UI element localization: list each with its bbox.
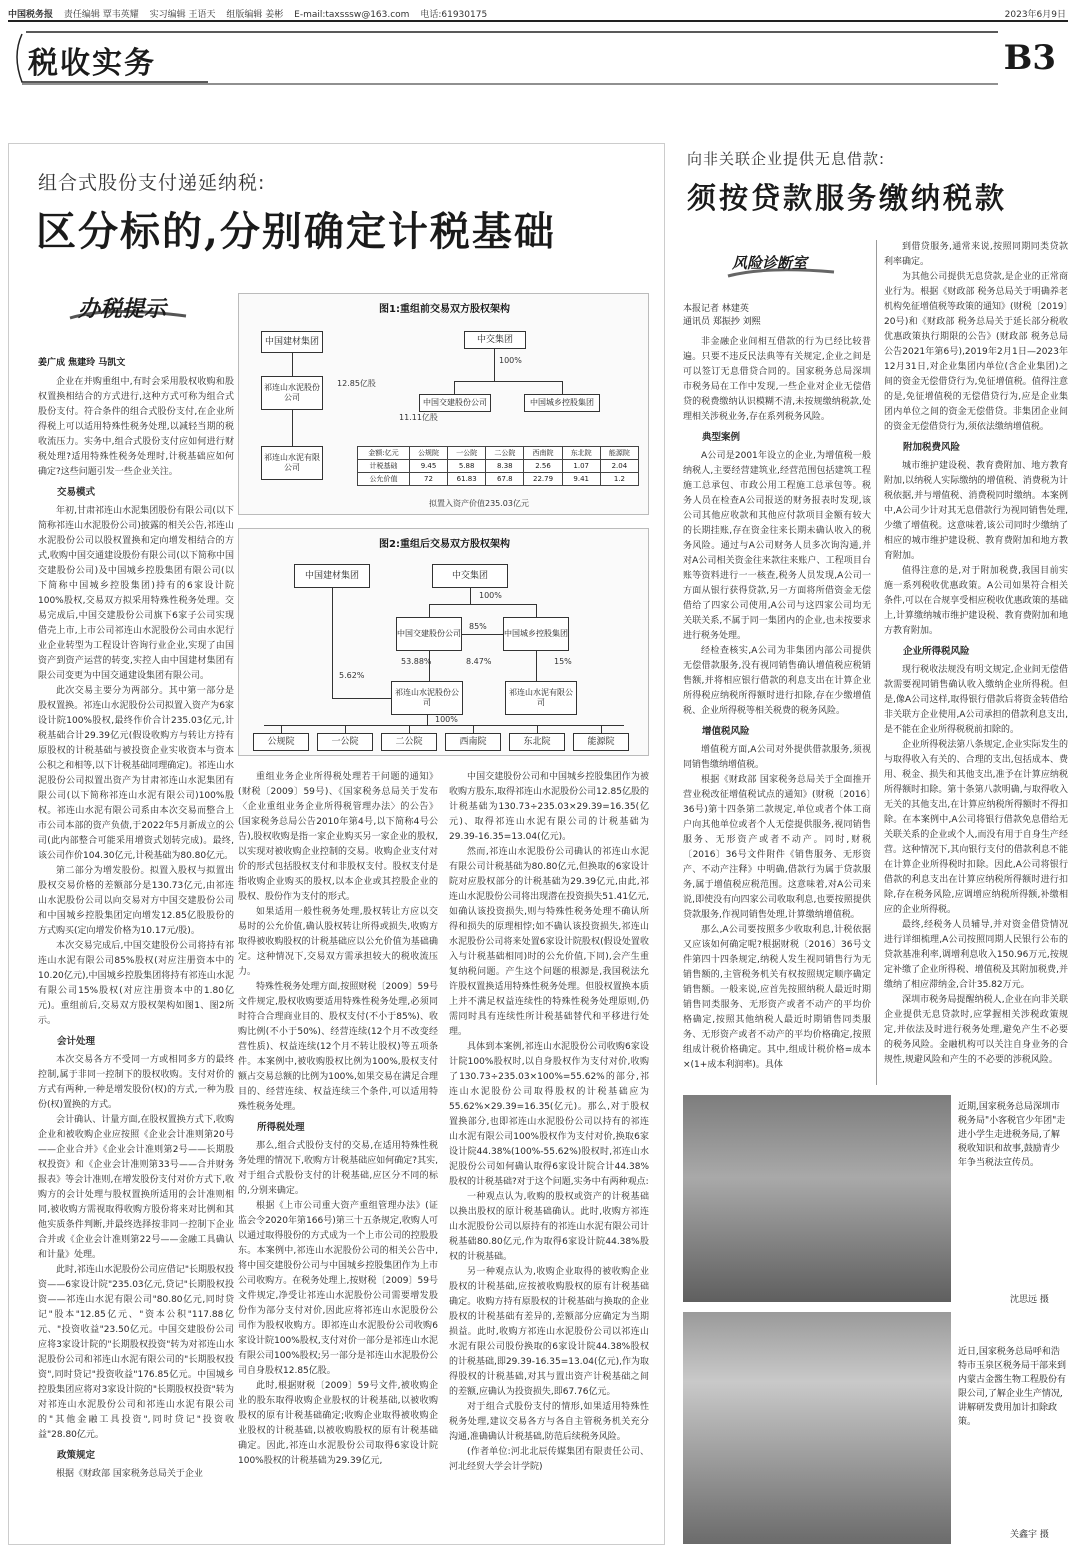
subheading: 增值税风险 — [702, 726, 750, 737]
email: E-mail:taxsssw@163.com — [294, 10, 410, 20]
fig2-label: 100% — [435, 715, 458, 724]
table-cell: 计税基础 — [358, 460, 410, 473]
fig2-box-ccc: 中国交建股份公司 — [396, 617, 462, 651]
fig1-note: 拟置入资产价值235.03亿元 — [429, 499, 529, 508]
table-cell: 67.8 — [486, 473, 524, 486]
table-cell: 22.79 — [524, 473, 562, 486]
paragraph: 会计确认、计量方面,在股权置换方式下,收购企业和被收购企业应按照《企业会计准则第20号——企业合并》《企业会计准则第2号——长期股权投资》和《企业会计准则第33号——合并财务报表》等会计准则,在增发股份支付对价方式下,收购方的会计处理与股权置换所适用的会计准则相同,被收购方需视取得收购方股份将来对比例和其他实质条件判断,并最终选择按非同一控制下企业合并或《企业会计准则第22号——金融工具确认和计量》处理。 — [38, 1115, 234, 1260]
fig2-line — [536, 651, 537, 681]
photo-1-caption: 近期,国家税务总局深圳市税务局"小客税官少年团"走进小学生走进税务局,了解税收知识和故事,鼓励青少年争当税法宣传员。 — [958, 1102, 1066, 1168]
section-masthead — [8, 26, 1068, 90]
fig2-line — [429, 604, 536, 605]
paragraph: 如果适用一般性税务处理,股权转让方应以交易时的公允价值,确认股权转让所得或损失,收购方取得被收购股权的计税基础应以公允价值为基础确定。这种情况下,交易双方需承担较大的税收流压力。 — [238, 907, 438, 977]
fig2-subsidiary-box: 公规院 — [253, 733, 309, 751]
subheading: 典型案例 — [702, 432, 741, 443]
fig1-label-shares-1: 12.85亿股 — [337, 379, 376, 388]
fig2-subsidiary-box: 东北院 — [509, 733, 565, 751]
fig2-line — [537, 725, 538, 733]
fig2-box-cnbm: 中国建材集团 — [294, 564, 370, 588]
paragraph: 为其他公司提供无息贷款,是企业的正常商业行为。根据《财政部 税务总局关于明确养老机构免征增值税等政策的通知》(财税〔2019〕20号)和《财政部 税务总局关于延长部分税收优惠政策执行期限的公告》(财政部 税务总局公告2021年第6号),2019年2月1日—2023年12月31日,对企业集团内单位(含企业集团)之间的资金无偿借贷行为,免征增值税。值得注意的是,免征增值税的无偿借贷行为,应是企业集团内单位之间的资金无偿借贷。非集团企业间的资金无偿借贷行为,须依法缴纳增值税。 — [884, 272, 1068, 432]
fig2-line — [409, 725, 410, 733]
paragraph: 一种观点认为,收购的股权或资产的计税基础以换出股权的原计税基础确认。此时,收购方祁连山水泥股份公司以原持有的祁连山水泥有限公司计税基础80.80亿元,作为取得6家设计院44.38%股权的计税基础。 — [449, 1192, 649, 1262]
issue-date: 2023年6月9日 — [1004, 10, 1066, 20]
fig1-box-qls-ltd: 祁连山水泥有限公司 — [261, 446, 323, 480]
header-rule — [8, 20, 1068, 22]
table-cell: 西南院 — [524, 447, 562, 460]
table-cell: 金额:亿元 — [358, 447, 410, 460]
fig2-subsidiary-box: 一公院 — [317, 733, 373, 751]
paragraph: 本次交易完成后,中国交建股份公司将持有祁连山水泥有限公司85%股权(对应注册资本中的10.20亿元),中国城乡控股集团将持有祁连山水泥有限公司15%股权(对应注册资本中的1.80亿元)。重组前后,交易双方股权架构如图1、图2所示。 — [38, 941, 234, 1026]
fig2-label: 8.47% — [466, 657, 492, 666]
right-col-1 — [683, 335, 871, 1085]
phone: 电话:61930175 — [420, 10, 488, 20]
paragraph: 根据《财政部 国家税务总局关于企业 — [56, 1469, 203, 1479]
fig1-line — [562, 381, 563, 394]
paragraph: 企业在并购重组中,有时会采用股权收购和股权置换相结合的方式进行,这种方式可称为组合式股份支付。符合条件的组合式股份支付,在企业所得税上可以适用特殊性税务处理,以减轻当期的税收流压力。实务中,组合式股份支付应如何进行财税处理?适用特殊性税务处理时,计税基础应如何确定?这些问题引发一些企业关注。 — [38, 377, 234, 477]
right-byline-1: 本报记者 林建英 — [683, 304, 749, 314]
left-headline: 区分标的,分别确定计税基础 — [36, 208, 556, 255]
editor-credit: 责任编辑 覃韦英耀 — [63, 10, 139, 20]
table-cell: 72 — [409, 473, 447, 486]
paragraph: 中国交建股份公司和中国城乡控股集团作为被收购方股东,取得祁连山水泥股份公司12.85亿股的计税基础为130.73÷235.03×29.39=16.35(亿元)、取得祁连山水泥有限公司的计税基础为29.39-16.35=13.04(亿元)。 — [449, 772, 649, 842]
paragraph: 此次交易主要分为两部分。其中第一部分是股权置换。祁连山水泥股份公司拟置入资产为6家设计院100%股权,最终作价合计235.03亿元,计税基础合计29.39亿元(假设收购方与转让方持有原股权的计税基础与被投资企业实收资本与资本公积之和相等,以下计税基础同理确定)。祁连山水泥股份公司拟置出资产为甘肃祁连山水泥集团有限公司(以下简称祁连山水泥有限公司)100%股权。祁连山水泥有限公司系由本次交易而整合上市公司本部的资产负债,于2022年5月新成立的公司(此内部整合可能采用增资式划转完成)。最终,该公司作价104.30亿元,计税基础为80.80亿元。 — [38, 686, 234, 861]
photo-2-credit: 关鑫宇 摄 — [1010, 1530, 1049, 1540]
fig1-table-row — [358, 473, 639, 486]
right-byline-2: 通讯员 郑振抄 刘熙 — [683, 317, 761, 327]
paragraph: 值得注意的是,对于附加税费,我国目前实施一系列税收优惠政策。A公司如果符合相关条件,可以在合规享受相应税收优惠政策的基础上,计算缴纳城市维护建设税、教育费附加和地方教育附加。 — [884, 566, 1068, 636]
fig1-box-cuc: 中国城乡控股集团 — [524, 394, 600, 412]
fig1-line — [292, 353, 293, 376]
fig2-subsidiary-box: 二公院 — [381, 733, 437, 751]
table-cell: 1.2 — [600, 473, 638, 486]
figure-2 — [238, 528, 649, 756]
left-col-1 — [38, 375, 234, 1535]
table-cell: 1.07 — [562, 460, 600, 473]
fig2-line — [264, 725, 624, 726]
table-cell: 61.83 — [448, 473, 486, 486]
fig1-table-head — [358, 447, 639, 460]
column-logo-tax-tips — [68, 288, 188, 328]
layout-credit: 组版编辑 姜彬 — [226, 10, 284, 20]
paragraph: 然而,祁连山水泥股份公司确认的祁连山水泥有限公司计税基础为80.80亿元,但换取的6家设计院对应股权部分的计税基础为29.39亿元,由此,祁连山水泥股份公司将出现潜在投资损失51.41亿元,如确认该投资损失,则与特殊性税务处理不确认所得和损失的原理相悖;如不确认该投资损失,祁连山水泥股份公司将来处置6家设计院股权(假设处置收入与计税基础相同)时的公允价值,下同),会产生重复纳税问题。产生这个问题的根源是,我国税法允许股权置换适用特殊性税务处理。但股权置换本质上并不满足权益连续性的特殊性税务处理原则,仍需同时具有连续性所计税基础替代和平移进行处理。 — [449, 847, 649, 1037]
paragraph: 城市维护建设税、教育费附加、地方教育附加,以纳税人实际缴纳的增值税、消费税为计税依据,并与增值税、消费税同时缴纳。本案例中,A公司少计对其无息借款行为视同销售处理,少缴了增值税。这意味着,该公司同时少缴纳了相应的城市维护建设税、教育费附加和地方教育附加。 — [884, 461, 1068, 561]
table-cell: 东北院 — [562, 447, 600, 460]
paragraph: 对于组合式股份支付的情形,如果适用特殊性税务处理,建议交易各方与各自主管税务机关充分沟通,准确确认计税基础,防范后续税务风险。 — [449, 1402, 649, 1442]
paragraph: 重组业务企业所得税处理若干问题的通知》(财税〔2009〕59号)、《国家税务总局关于发布〈企业重组业务企业所得税管理办法〉的公告》(国家税务总局公告2010年第4号,以下简称4号公告),股权收购是指一家企业购买另一家企业的股权,以实现对被收购企业控制的交易。收购企业支付对价的形式包括股权支付和非股权支付。股权支付是指收购企业购买的股权,以本企业或其控股企业的股权、股份作为支付的形式。 — [238, 772, 438, 902]
fig2-label: 100% — [479, 591, 502, 600]
masthead-frame — [8, 26, 1068, 90]
fig2-line — [345, 725, 346, 733]
paragraph: A公司是2001年设立的企业,为增值税一般纳税人,主要经营建筑业,经营范围包括建筑工程施工总承包、市政公用工程施工总承包等。税务人员在检查A公司报送的财务报表时发现,该公司其他应收款和其他应付款项目金额有较大的长期挂账,存在资金往来长期未确认收入的税务风险。通过与A公司财务人员多次询沟通,并对A公司相关资金往来款往来账户、工程项目台账等资料进行一一核查,税务人员发现,A公司一方面从银行获得贷款,另一方面将所借资金无偿借给了四家公司使用,A公司与这四家公司均无关联关系,不属于同一集团内的企业,也未按要求进行税务处理。 — [683, 451, 871, 641]
fig2-label: 15% — [554, 657, 572, 666]
photo-enterprise-visit — [683, 1312, 951, 1544]
fig2-line — [470, 588, 471, 604]
table-cell: 二公院 — [486, 447, 524, 460]
fig2-label: 5.62% — [339, 671, 365, 680]
subheading: 企业所得税风险 — [903, 646, 970, 657]
paragraph: 年初,甘肃祁连山水泥集团股份有限公司(以下简称祁连山水泥股份公司)披露的相关公告,祁连山水泥股份公司以股权置换和定向增发相结合的方式,收购中国交通建设股份有限公司(以下简称中国交建股份公司)及中国城乡控股集团有限公司(以下简称中国城乡控股集团)持有的6家设计院100%股权,交易双方拟采用特殊性税务处理。交易完成后,中国交建股份公司旗下6家子公司实现借壳上市,上市公司祁连山水泥股份公司由水泥行业企业转型为工程设计咨询行业企业,实现了由国资产到资产运营的转变,实控人由中国建材集团有限公司变更为中国交通建设集团有限公司。 — [38, 506, 234, 681]
paragraph: 经检查核实,A公司为非集团内部公司提供无偿借款服务,没有视同销售确认增值税应税销售额,并将相应银行借款的利息支出在计算企业所得税应纳税所得额时进行扣除,存在少缴增值税、企业所得税等相关税费的税务风险。 — [683, 646, 871, 716]
subheading: 交易模式 — [57, 487, 96, 498]
fig2-line — [536, 604, 537, 617]
photo-1-credit: 沈思远 摄 — [1010, 1295, 1049, 1305]
fig1-line — [292, 410, 293, 446]
paragraph: 那么,A公司要按照多少收取利息,计税依据又应该如何确定呢?根据财税〔2016〕36号文件第四十四条规定,纳税人发生视同销售行为无销售额的,主管税务机关有权按照规定顺序确定销售额。一般来说,应首先按照纳税人最近时期销售同类服务、无形资产或者不动产的平均价格确定,按照其他纳税人最近时期销售同类服务、无形资产或者不动产的平均价格确定,按照组成计税价格确定。其中,组成计税价格=成本×(1+成本利润率)。具体 — [683, 925, 871, 1070]
table-cell: 公允价值 — [358, 473, 410, 486]
page-number: B3 — [1003, 38, 1056, 78]
subheading: 政策规定 — [57, 1450, 96, 1461]
fig2-line — [427, 715, 428, 725]
paragraph: 增值税方面,A公司对外提供借款服务,须视同销售缴纳增值税。 — [683, 745, 871, 770]
fig2-line — [281, 725, 282, 733]
fig2-line — [462, 634, 503, 635]
fig2-box-qls-ltd: 祁连山水泥有限公司 — [505, 681, 577, 715]
paragraph: 特殊性税务处理方面,按照财税〔2009〕59号文件规定,股权收购要适用特殊性税务处理,必须同时符合合理商业目的、股权支付(不小于85%)、收购比例(不小于50%)、经营连续(12个月不改变经营性质)、权益连续(12个月不转让股权)等五项条件。本案例中,被收购股权比例为100%,股权支付额占交易总额的比例为100%,如果交易在满足合理目的、经营连续、权益连续三个条件,可以适用特殊性税务处理。 — [238, 982, 438, 1112]
fig1-line — [454, 381, 455, 394]
paper-name: 中国税务报 — [8, 10, 54, 20]
subheading: 所得税处理 — [257, 1122, 305, 1133]
fig2-box-cccg: 中交集团 — [432, 564, 508, 588]
paragraph: 根据《上市公司重大资产重组管理办法》(证监会令2020年第166号)第三十五条规定,收购人可以通过取得股份的方式成为一个上市公司的控股股东。本案例中,祁连山水泥股份公司的相关公告中,将中国交建股份公司与中国城乡控股集团作为上市公司收购方。在税务处理上,按财税〔2009〕59号文件规定,净受让祁连山水泥股份公司需要增发股份作为部分支付对价,因此应将祁连山水泥股份公司作为股权收购方。即祁连山水泥股份公司收购6家设计院100%股权,支付对价一部分是祁连山水泥有限公司100%股权;另一部分是祁连山水泥股份公司自身股权12.85亿股。 — [238, 1201, 438, 1376]
fig1-label-pct: 100% — [499, 356, 522, 365]
fig1-box-qls-share: 祁连山水泥股份公司 — [261, 376, 323, 410]
paragraph: 此时,根据财税〔2009〕59号文件,被收购企业的股东取得收购企业股权的计税基础,以被收购股权的原有计税基础确定;收购企业取得被收购企业股权的计税基础,以被收购股权的原有计税基础确定。因此,祁连山水泥股份公司取得6家设计院100%股权的计税基础为29.39亿元, — [238, 1381, 438, 1466]
paragraph: 深圳市税务局提醒纳税人,企业在向非关联企业提供无息贷款时,应掌握相关涉税政策规定,并依法及时进行税务处理,避免产生不必要的税务风险。金融机构可以关注自身业务的合规性,规避风险和产生的不必要的涉税风险。 — [884, 995, 1068, 1065]
column-logo-text: 风险诊断室 — [732, 254, 808, 272]
figure-1-title: 图1:重组前交易双方股权架构 — [379, 304, 510, 315]
figure-2-title: 图2:重组后交易双方股权架构 — [379, 539, 510, 550]
paragraph: (作者单位:河北北辰传媒集团有限责任公司、河北经贸大学会计学院) — [449, 1447, 649, 1472]
header-bar — [8, 7, 1068, 20]
right-kicker: 向非关联企业提供无息借款: — [687, 150, 886, 168]
paragraph: 本次交易各方不受同一方或相同多方的最终控制,属于非同一控制下的股权收购。支付对价的方式有两种,一种是增发股份(权)的方式,一种为股份(权)置换的方式。 — [38, 1055, 234, 1110]
fig2-box-cuc: 中国城乡控股集团 — [503, 617, 569, 651]
column-logo-risk — [726, 246, 836, 286]
fig1-box-cccg: 中交集团 — [464, 331, 526, 349]
fig1-table-row — [358, 460, 639, 473]
paragraph: 第二部分为增发股份。拟置入股权与拟置出股权交易价格的差额部分是130.73亿元,由祁连山水泥股份公司以向交易对方中国交建股份公司和中国城乡控股集团定向增发12.85亿股股份的方式购买(定向增发价格为10.17元/股)。 — [38, 866, 234, 936]
table-cell: 9.41 — [562, 473, 600, 486]
fig2-label: 53.88% — [401, 657, 432, 666]
fig1-box-ccc: 中国交建股份公司 — [419, 394, 491, 412]
fig2-line — [473, 725, 474, 733]
paragraph: 此时,祁连山水泥股份公司应借记"长期股权投资——6家设计院"235.03亿元,贷记"长期股权投资——祁连山水泥有限公司"80.80亿元,同时贷记"股本"12.85亿元、"资本公积"117.88亿元、"投资收益"23.50亿元。中国交建股份公司应将3家设计院的"长期股权投资"转为对祁连山水泥股份公司和祁连山水泥有限公司的"长期股权投资",同时贷记"投资收益"176.85亿元。中国城乡控股集团应将对3家设计院的"长期股权投资"转为对祁连山水泥股份公司和祁连山水泥有限公司的"其他金融工具投资",同时贷记"投资收益"28.80亿元。 — [38, 1265, 234, 1440]
fig2-line — [332, 698, 391, 699]
table-cell: 2.04 — [600, 460, 638, 473]
subheading: 会计处理 — [57, 1036, 96, 1047]
fig2-label: 85% — [469, 622, 487, 631]
left-col-3 — [449, 770, 649, 1535]
table-cell: 2.56 — [524, 460, 562, 473]
table-cell: 5.88 — [448, 460, 486, 473]
paragraph: 最终,经税务人员辅导,并对资金借贷情况进行详细梳理,A公司按照同期人民银行公布的贷款基准利率,调增利息收入150.96万元,按规定补缴了企业所得税、增值税及其附加税费,并缴纳了相应滞纳金,合计35.82万元。 — [884, 920, 1068, 990]
fig2-line — [429, 651, 430, 681]
fig2-box-qls-share: 祁连山水泥股份公司 — [391, 681, 463, 715]
table-cell: 公规院 — [409, 447, 447, 460]
paragraph: 现行税收法规没有明文规定,企业间无偿借款需要视同销售确认收入缴纳企业所得税。但是,像A公司这样,取得银行借款后将资金转借给非关联方企业使用,A公司承担的借款利息支出,是不能在企业所得税税前扣除的。 — [884, 665, 1068, 735]
right-col-2 — [884, 240, 1068, 1085]
paragraph: 具体到本案例,祁连山水泥股份公司收购6家设计院100%股权时,以自身股权作为支付对价,收购了130.73÷235.03×100%=55.62%的部分,祁连山水泥股份公司取得股权的计税基础应为55.62%×29.39=16.35(亿元)。那么,对于股权置换部分,也即祁连山水泥股份公司以持有的祁连山水泥有限公司100%股权作为支付对价,换取6家设计院44.38%(100%-55.62%)股权时,祁连山水泥股份公司如何确认取得6家设计院合计44.38%股权的计税基础?对于这个问题,实务中有两种观点: — [449, 1042, 649, 1187]
table-cell: 8.38 — [486, 460, 524, 473]
fig2-line — [601, 725, 602, 733]
paragraph: 企业所得税法第八条规定,企业实际发生的与取得收入有关的、合理的支出,包括成本、费用、税金、损失和其他支出,准予在计算应纳税所得额时扣除。第十条第八款明确,与取得收入无关的其他支出,在计算应纳税所得额时不得扣除。在本案例中,A公司将银行借款免息借给无关联关系的企业或个人,而没有用于自身生产经营。这种情况下,其向银行支付的借款利息不能在计算企业所得税时扣除。因此,A公司将银行借款的利息支出在计算应纳税所得额时进行扣除,存在税务风险,应调增应纳税所得额,补缴相应的企业所得税。 — [884, 740, 1068, 915]
paragraph: 另一种观点认为,收购企业取得的被收购企业股权的计税基础,应按被收购股权的原有计税基础确定。收购方持有原股权的计税基础与换取的企业股权的计税基础有差异的,差额部分应确定为当期损益。此时,收购方祁连山水泥股份公司以祁连山水泥有限公司股份换取的6家设计院44.38%股权的计税基础,即29.39-16.35=13.04(亿元),作为取得股权的计税基础,对其与置出资产计税基础之间的差额,应确认为投资损失,即67.76亿元。 — [449, 1267, 649, 1397]
table-cell: 能源院 — [600, 447, 638, 460]
left-kicker: 组合式股份支付递延纳税: — [38, 172, 266, 194]
left-byline: 姜广成 焦建玲 马凯文 — [38, 358, 126, 368]
column-divider — [876, 240, 877, 1085]
paragraph: 根据《财政部 国家税务总局关于全面推开营业税改征增值税试点的通知》(财税〔2016〕36号)第十四条第二款规定,单位或者个体工商户向其他单位或者个人无偿提供服务,视同销售服务、无形资产或者不动产。同时,财税〔2016〕36号文件附件《销售服务、无形资产、不动产注释》中明确,借款行为属于贷款服务,属于增值税应税范围。这意味着,对A公司来说,即使没有向四家公司收取利息,也要按照提供贷款服务,作视同销售处理,计算缴纳增值税。 — [683, 775, 871, 920]
photo-2-caption: 近日,国家税务总局呼和浩特市玉泉区税务局干部来到内蒙古金酱生物工程股份有限公司,了解企业生产情况,讲解研发费用加计扣除政策。 — [958, 1347, 1067, 1427]
fig1-value-table — [357, 446, 639, 486]
table-cell: 一公院 — [448, 447, 486, 460]
subheading: 附加税费风险 — [903, 442, 961, 453]
photo-school-visit — [683, 1095, 951, 1302]
paragraph: 那么,组合式股份支付的交易,在适用特殊性税务处理的情况下,收购方计税基础应如何确定?其实,对于组合式股份支付的计税基础,应区分不同的标的,分别来确定。 — [238, 1141, 438, 1196]
fig2-line — [429, 604, 430, 617]
fig2-line — [332, 588, 333, 698]
fig2-subsidiary-box: 西南院 — [445, 733, 501, 751]
fig2-subsidiary-box: 能源院 — [573, 733, 629, 751]
fig1-line — [454, 381, 562, 382]
fig1-label-shares-2: 11.11亿股 — [399, 413, 438, 422]
fig1-line — [494, 349, 495, 381]
table-cell: 9.45 — [409, 460, 447, 473]
fig1-box-cnbm: 中国建材集团 — [261, 331, 323, 353]
intern-credit: 实习编辑 王语天 — [149, 10, 216, 20]
paragraph: 到借贷服务,通常来说,按照同期同类贷款利率确定。 — [884, 242, 1068, 267]
paragraph: 非金融企业间相互借款的行为已经比较普遍。只要不违反民法典等有关规定,企业之间是可以签订无息借贷合同的。国家税务总局深圳市税务局在工作中发现,一些企业对企业无偿借贷的税费缴纳认识模糊不清,未按规缴纳税款,处理相关涉税业务,存在系列税务风险。 — [683, 337, 871, 422]
section-title: 税收实务 — [28, 46, 156, 81]
column-logo-text: 办税提示 — [78, 296, 167, 322]
left-col-2 — [238, 770, 438, 1535]
right-headline: 须按贷款服务缴纳税款 — [687, 181, 1008, 215]
figure-1 — [238, 293, 649, 515]
